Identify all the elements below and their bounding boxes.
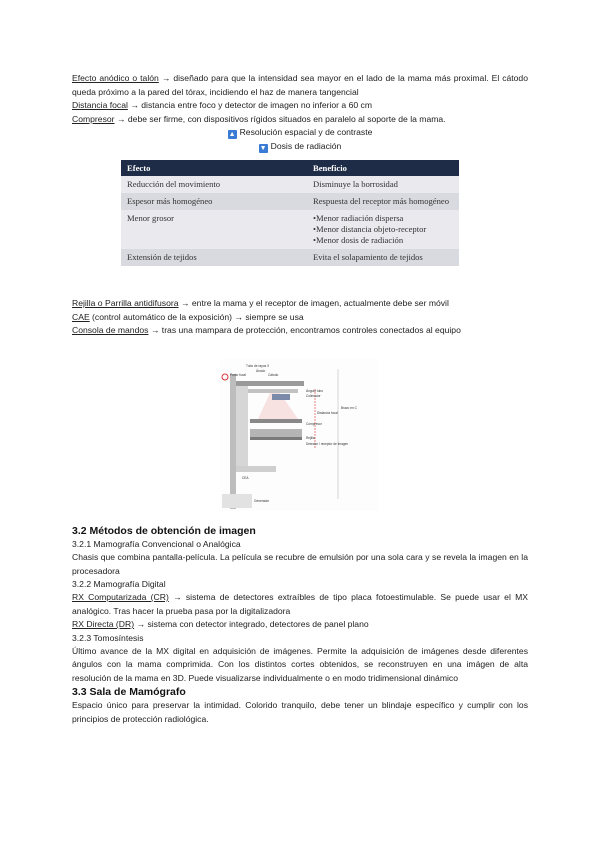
grid-shape — [250, 437, 302, 440]
label-cea: CEA — [242, 476, 249, 480]
label-brazo: Brazo en C — [341, 406, 357, 410]
rejilla-text: → entre la mama y el receptor de imagen, actualmente debe ser móvil — [178, 298, 449, 308]
table-header-row — [121, 160, 459, 176]
collimator-shape — [248, 389, 298, 393]
table-cell-beneficio: Disminuye la borrosidad — [307, 176, 459, 193]
label-anodo: Ánodo — [256, 369, 266, 373]
label-punto-focal: Punto focal — [230, 373, 246, 377]
rejilla-paragraph — [72, 297, 528, 311]
efecto-anodico-text: → diseñado para que la intensidad sea mayor en el lado de la mama más proximal. El cátodo queda próximo a la pared del tórax, incidiendo el haz de manera tangencial — [72, 73, 528, 97]
table-row — [121, 210, 459, 249]
compresor-paragraph — [72, 113, 528, 127]
label-tubo: Tubo de rayos X — [246, 364, 270, 368]
label-generador: Generador — [254, 499, 270, 503]
base-shape — [236, 466, 276, 472]
label-colimador: Colimador — [306, 394, 321, 398]
up-arrow-icon: ▲ — [228, 131, 236, 138]
cae-paragraph — [72, 311, 528, 325]
table-cell-efecto: Reducción del movimiento — [121, 176, 307, 193]
rx-cr-paragraph — [72, 591, 528, 618]
down-arrow-icon: ▼ — [259, 144, 267, 152]
compressor-plate-shape — [250, 419, 302, 423]
section-heading-3-2: 3.2 Métodos de obtención de imagen — [72, 525, 256, 537]
consola-paragraph — [72, 324, 528, 338]
column-shape — [230, 374, 236, 509]
down-line — [72, 140, 528, 154]
generator-shape — [222, 494, 252, 508]
table-header-efecto: Efecto — [121, 160, 307, 176]
label-compresor: Compresor — [306, 422, 322, 426]
focal-point-icon — [222, 374, 228, 380]
cae-text: (control automático de la exposición) → siempre se usa — [89, 311, 304, 322]
section-heading-3-3: 3.3 Sala de Mamógrafo — [72, 686, 186, 698]
up-line-text: Resolución espacial y de contraste — [239, 127, 373, 137]
table-cell-efecto: Menor grosor — [121, 210, 307, 249]
table-cell-efecto: Extensión de tejidos — [121, 249, 307, 266]
paragraph-3-3: Espacio único para preservar la intimidad. Colorido tranquilo, debe tener un blindaje específico y cumplir con los principios de protección radiológica. — [72, 700, 528, 724]
distancia-focal-paragraph — [72, 99, 528, 113]
detector-shape — [250, 429, 302, 437]
distancia-focal-term: Distancia focal — [72, 100, 128, 110]
tube-arm-shape — [236, 381, 304, 386]
equipment-section — [72, 297, 528, 338]
paragraph-3-2-3: Último avance de la MX digital en adquisición de imágenes. Permite la adquisición de imágenes desde diferentes ángulos con la mama comprimida. Con los distintos cortes obtenidos, se reconstruyen en una imágen de alta resolución de la mama en 3D. Puede visualizarse individualmente o en modo tridimensional dinámico — [72, 645, 528, 683]
rx-dr-paragraph — [72, 618, 528, 632]
xray-tube-shape — [272, 394, 290, 400]
up-line — [72, 126, 528, 140]
label-detector: Detector / receptor de imagen — [306, 442, 349, 446]
rx-dr-term: RX Directa (DR) — [72, 619, 135, 629]
rejilla-term: Rejilla o Parrilla antidifusora — [72, 298, 179, 308]
efecto-anodico-term: Efecto anódico o talón — [72, 73, 159, 83]
beneficio-bullet: •Menor distancia objeto-receptor — [313, 224, 427, 234]
document-page — [72, 72, 528, 724]
compresor-text: → debe ser firme, con dispositivos rígidos situados en paralelo al soporte de la mama. — [114, 113, 446, 124]
mammograph-diagram — [220, 359, 378, 511]
distancia-focal-text: → distancia entre foco y detector de imagen no inferior a 60 cm — [127, 100, 372, 110]
table-cell-beneficio — [307, 210, 459, 249]
consola-term: Consola de mandos — [72, 325, 149, 335]
mammograph-diagram-svg — [220, 359, 378, 511]
cae-term: CAE — [72, 311, 90, 322]
label-distancia: Distancia focal — [317, 411, 338, 415]
efecto-anodico-paragraph — [72, 72, 528, 99]
rx-cr-term: RX Computarizada (CR) — [72, 592, 169, 602]
beneficio-bullet: •Menor radiación dispersa — [313, 213, 404, 223]
table-row — [121, 193, 459, 210]
methods-section — [72, 524, 528, 726]
label-catodo: Cátodo — [268, 373, 279, 377]
table-cell-efecto: Espesor más homogéneo — [121, 193, 307, 210]
table-header-beneficio: Beneficio — [307, 160, 459, 176]
paragraph-3-2-1: Chasis que combina pantalla-película. La película se recubre de emulsión por una sola cara y se revela la imagen en la procesadora — [72, 552, 528, 576]
table-cell-beneficio: Respuesta del receptor más homogéneo — [307, 193, 459, 210]
beneficio-bullet: •Menor dosis de radiación — [313, 235, 404, 245]
rx-dr-text: → sistema con detector integrado, detectores de panel plano — [134, 619, 369, 629]
subheading-3-2-1: 3.2.1 Mamografía Convencional o Analógica — [72, 539, 241, 549]
consola-text: → tras una mampara de protección, encontramos controles conectados al equipo — [148, 325, 461, 335]
rx-cr-text: → sistema de detectores extraíbles de tipo placa fotoestimulable. Se puede usar el MX analógico. Tras hacer la prueba pasa por la digitalizadora — [72, 592, 528, 616]
label-rejilla: Rejilla — [306, 436, 315, 440]
efecto-beneficio-table — [121, 160, 459, 266]
label-angulo: Ángulo tubo — [306, 389, 324, 393]
subheading-3-2-2: 3.2.2 Mamografía Digital — [72, 579, 166, 589]
subheading-3-2-3: 3.2.3 Tomosíntesis — [72, 632, 144, 643]
c-arm-shape — [236, 386, 248, 466]
table-row — [121, 249, 459, 266]
table-row — [121, 176, 459, 193]
down-line-text: Dosis de radiación — [270, 140, 342, 151]
compresor-term: Compresor — [72, 113, 115, 124]
table-cell-beneficio: Evita el solapamiento de tejidos — [307, 249, 459, 266]
